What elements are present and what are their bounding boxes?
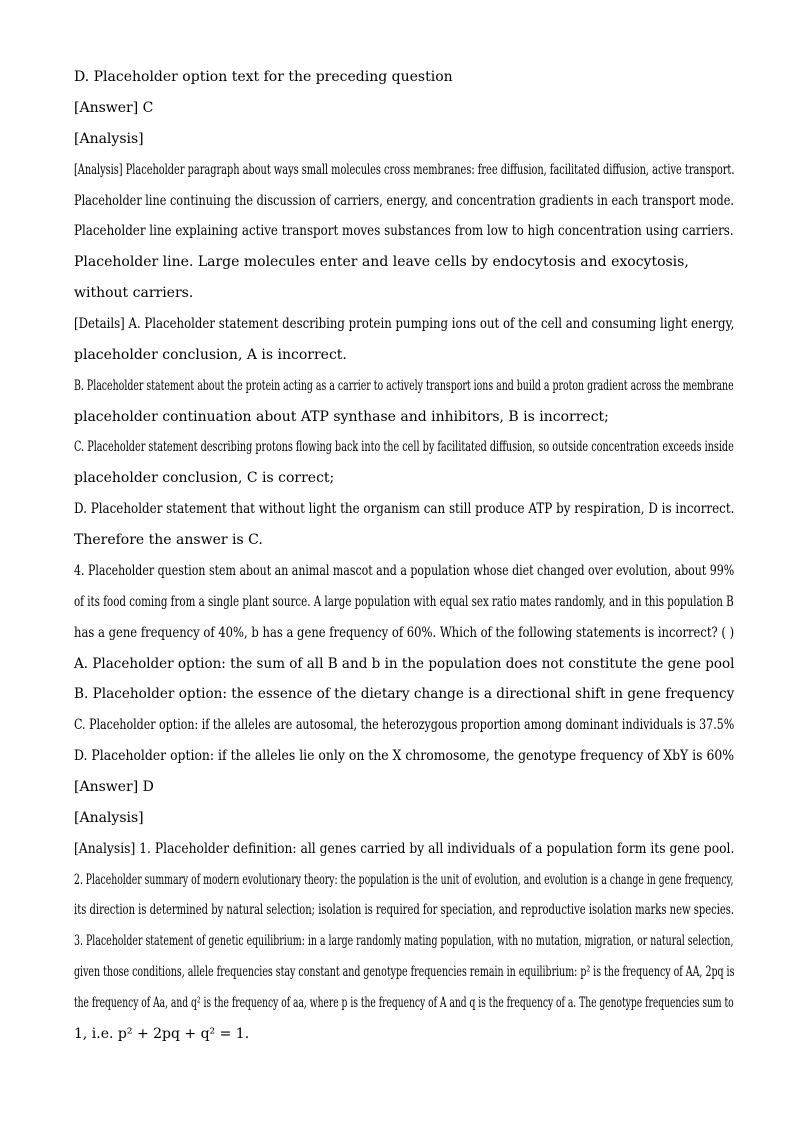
analysis-paragraph-line: its direction is determined by natural selection; isolation is required for speciation, and reproductive isolation marks new species.: [74, 902, 735, 918]
analysis-heading: [Analysis]: [74, 810, 144, 826]
analysis-heading: [Analysis]: [74, 131, 144, 147]
analysis-paragraph-line: Placeholder line explaining active transport moves substances from low to high concentration using carriers.: [74, 223, 734, 239]
answer-label: [Answer] C: [74, 100, 154, 116]
analysis-paragraph-line: 1, i.e. p² + 2pq + q² = 1.: [74, 1026, 250, 1042]
question-4-option-b: B. Placeholder option: the essence of the dietary change is a directional shift in gene frequency: [74, 686, 735, 702]
analysis-paragraph-line: the frequency of Aa, and q² is the frequency of aa, where p is the frequency of A and q is the frequency of a. The genotype frequencies sum to: [74, 995, 734, 1011]
detail-paragraph-line: [Details] A. Placeholder statement describing protein pumping ions out of the cell and consuming light energy,: [74, 316, 735, 332]
option-d-previous: D. Placeholder option text for the preceding question: [74, 69, 453, 85]
analysis-paragraph-line: without carriers.: [74, 285, 194, 301]
detail-paragraph-line: D. Placeholder statement that without light the organism can still produce ATP by respiration, D is incorrect.: [74, 501, 735, 517]
analysis-paragraph-line: Placeholder line. Large molecules enter and leave cells by endocytosis and exocytosis,: [74, 254, 689, 270]
analysis-paragraph-line: Placeholder line continuing the discussion of carriers, energy, and concentration gradients in each transport mode.: [74, 193, 734, 209]
answer-label: [Answer] D: [74, 779, 154, 795]
question-4-stem-line: has a gene frequency of 40%, b has a gene frequency of 60%. Which of the following statements is incorrect? ( ): [74, 625, 735, 641]
detail-paragraph-line: placeholder conclusion, A is incorrect.: [74, 347, 347, 363]
detail-paragraph-line: placeholder conclusion, C is correct;: [74, 470, 335, 486]
detail-paragraph-line: B. Placeholder statement about the protein acting as a carrier to actively transport ions and build a proton gradient across the membrane: [74, 378, 734, 394]
detail-paragraph-line: placeholder continuation about ATP synthase and inhibitors, B is incorrect;: [74, 409, 609, 425]
analysis-paragraph-line: [Analysis] Placeholder paragraph about ways small molecules cross membranes: free diffusion, facilitated diffusion, active transport.: [74, 162, 735, 178]
question-4-stem-line: of its food coming from a single plant source. A large population with equal sex ratio mates randomly, and in this population B: [74, 594, 734, 610]
question-4-option-c: C. Placeholder option: if the alleles are autosomal, the heterozygous proportion among dominant individuals is 37.5%: [74, 717, 735, 733]
analysis-paragraph-line: 2. Placeholder summary of modern evolutionary theory: the population is the unit of evolution, and evolution is a change in gene frequency,: [74, 872, 734, 888]
conclusion-line: Therefore the answer is C.: [74, 532, 263, 548]
question-4-option-a: A. Placeholder option: the sum of all B and b in the population does not constitute the gene pool: [74, 656, 735, 672]
question-4-stem-line: 4. Placeholder question stem about an animal mascot and a population whose diet changed over evolution, about 99%: [74, 563, 735, 579]
analysis-paragraph-line: given those conditions, allele frequencies stay constant and genotype frequencies remain in equilibrium: p² is the frequency of AA, 2pq is: [74, 964, 735, 980]
question-4-option-d: D. Placeholder option: if the alleles lie only on the X chromosome, the genotype frequency of XbY is 60%: [74, 748, 735, 764]
analysis-paragraph-line: 3. Placeholder statement of genetic equilibrium: in a large randomly mating population, with no mutation, migration, or natural selection,: [74, 933, 734, 949]
detail-paragraph-line: C. Placeholder statement describing protons flowing back into the cell by facilitated diffusion, so outside concentration exceeds inside: [74, 439, 734, 455]
analysis-paragraph-line: [Analysis] 1. Placeholder definition: all genes carried by all individuals of a population form its gene pool.: [74, 841, 735, 857]
